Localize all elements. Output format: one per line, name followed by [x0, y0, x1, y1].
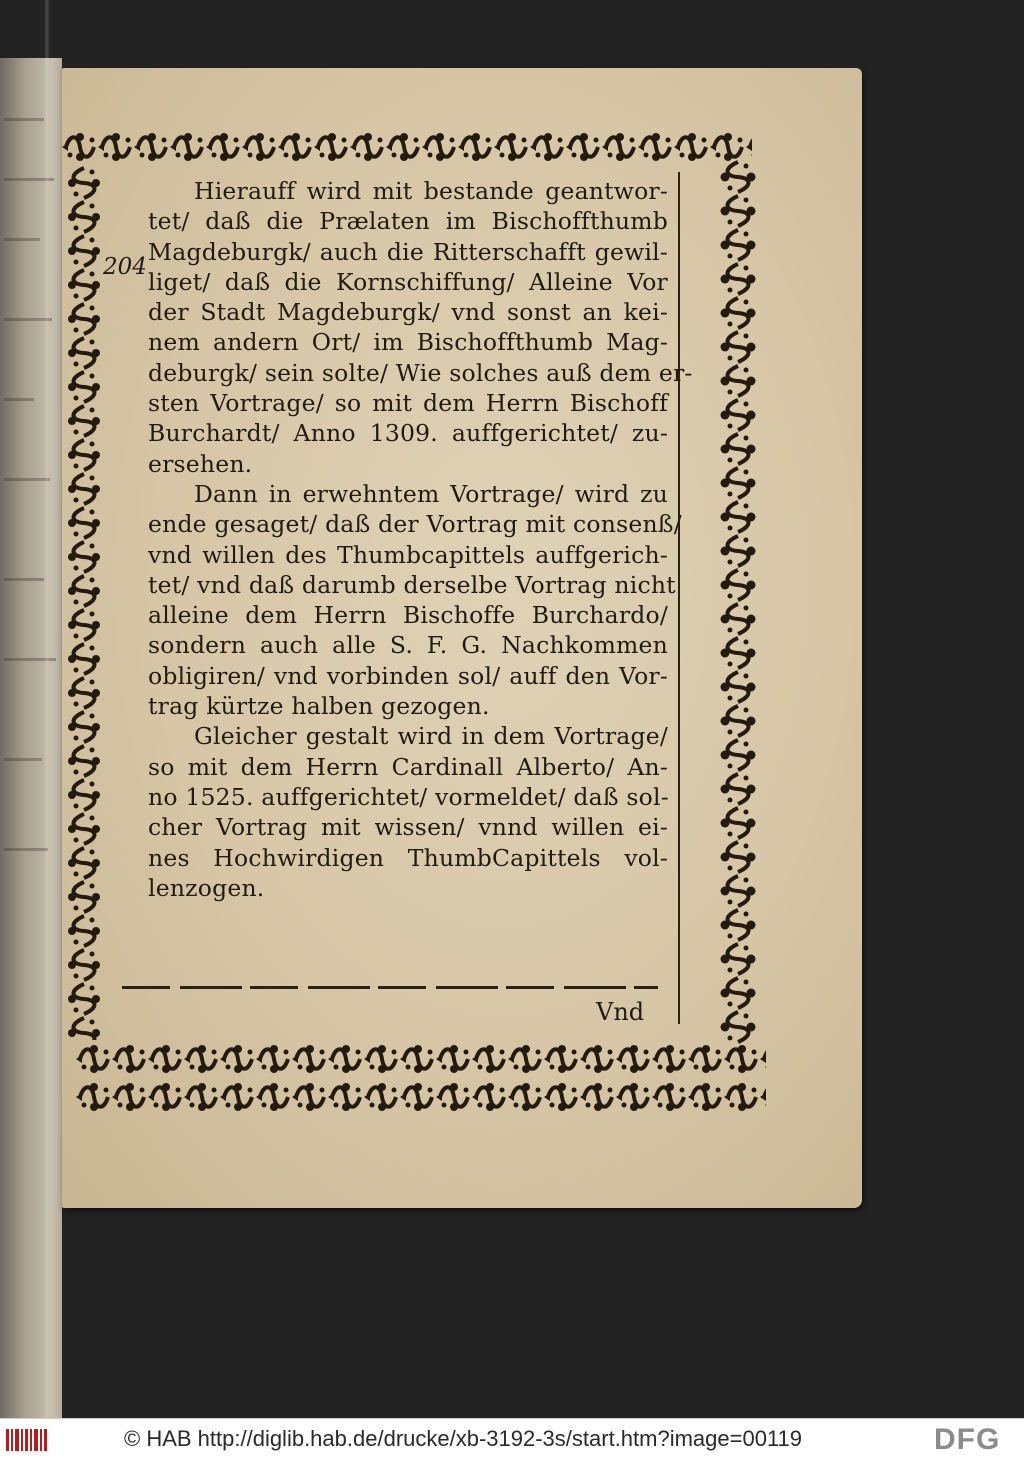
ornament-border-top: [62, 128, 752, 166]
text-line: deburgk/ sein solte/ Wie solches auß dem er-: [148, 358, 693, 387]
previous-page-edge: [0, 58, 62, 1418]
margin-note: 204: [103, 254, 147, 280]
text-line: vnd willen des Thumbcapittels auffgerich-: [148, 540, 668, 569]
page-text: [148, 176, 693, 903]
text-line: nem andern Ort/ im Bischoffthumb Mag-: [148, 328, 668, 357]
text-line: trag kürtze halben gezogen.: [148, 692, 490, 721]
ornament-border-bottom: [76, 1040, 766, 1116]
copyright-url[interactable]: © HAB http://diglib.hab.de/drucke/xb-3192-3s/start.htm?image=00119: [124, 1426, 803, 1451]
text-line: so mit dem Herrn Cardinall Alberto/ An-: [148, 752, 668, 781]
text-line: liget/ daß die Kornschiffung/ Alleine Vor: [148, 267, 668, 296]
text-line: alleine dem Herrn Bischoffe Burchardo/: [148, 601, 668, 630]
text-line: ende gesaget/ daß der Vortrag mit consenß/: [148, 510, 682, 539]
text-line: ersehen.: [148, 449, 253, 478]
catchword: Vnd: [596, 998, 645, 1026]
text-line: obligiren/ vnd vorbinden sol/ auff den Vor-: [148, 661, 668, 690]
text-line: Magdeburgk/ auch die Ritterschafft gewil-: [148, 237, 668, 266]
viewer-footer: [0, 1418, 1024, 1460]
text-line: der Stadt Magdeburgk/ vnd sonst an kei-: [148, 298, 668, 327]
text-line: Dann in erwehntem Vortrage/ wird zu: [194, 479, 668, 508]
text-line: Burchardt/ Anno 1309. auffgerichtet/ zu-: [148, 419, 668, 448]
text-line: Gleicher gestalt wird in dem Vortrage/: [194, 722, 668, 751]
ornament-border-left: [62, 166, 106, 1040]
text-line: lenzogen.: [148, 873, 265, 902]
text-line: tet/ vnd daß darumb derselbe Vortrag nicht: [148, 570, 676, 599]
text-line: tet/ daß die Prælaten im Bischoffthumb: [148, 207, 668, 236]
dfg-logo: DFG: [934, 1423, 1001, 1456]
hab-logo-icon: [6, 1429, 50, 1451]
text-line: no 1525. auffgerichtet/ vormeldet/ daß sol-: [148, 782, 669, 811]
text-line: sondern auch alle S. F. G. Nachkommen: [148, 631, 668, 660]
scanner-glass-edge: [44, 0, 50, 1418]
text-line: Hierauff wird mit bestande geantwor-: [194, 177, 668, 205]
ornament-border-right: [714, 160, 762, 1044]
text-line: cher Vortrag mit wissen/ vnnd willen ei-: [148, 813, 668, 842]
text-line: sten Vortrage/ so mit dem Herrn Bischoff: [148, 389, 668, 418]
decorative-rule: [122, 986, 658, 989]
text-line: nes Hochwirdigen ThumbCapittels vol-: [148, 843, 668, 872]
